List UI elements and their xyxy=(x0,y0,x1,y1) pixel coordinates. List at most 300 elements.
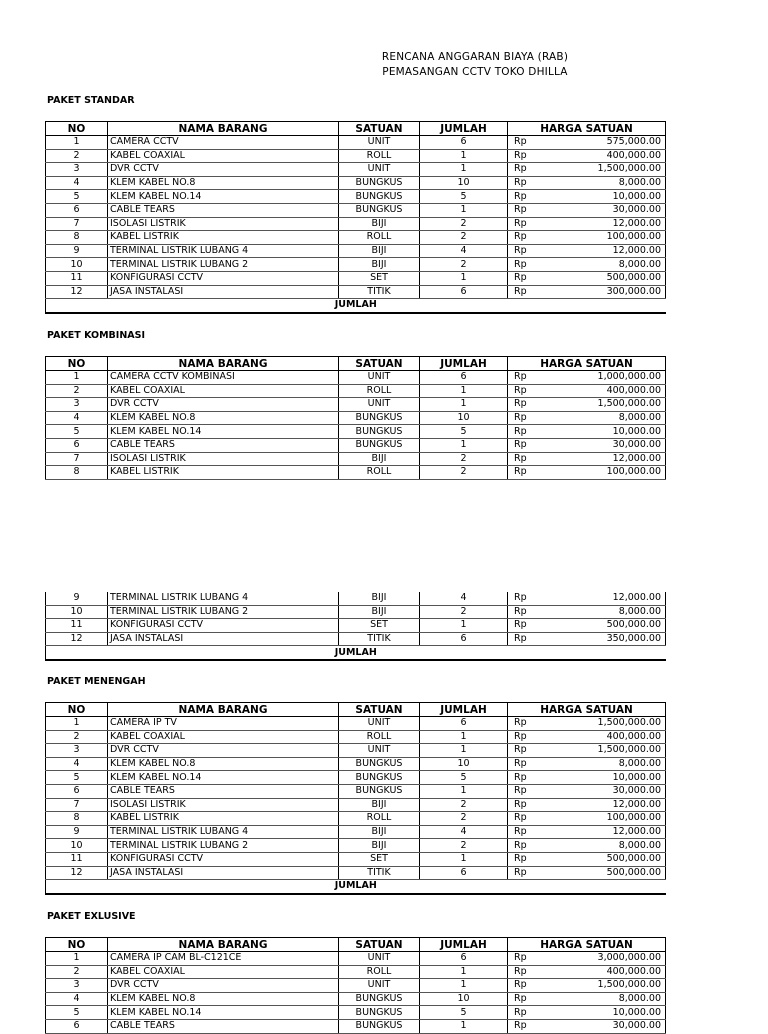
item-unit-price: 400,000.00 xyxy=(538,384,666,398)
item-quantity: 1 xyxy=(420,744,508,758)
item-quantity: 5 xyxy=(420,1006,508,1020)
budget-table xyxy=(45,356,666,480)
item-unit: BIJI xyxy=(339,839,420,853)
currency-label: Rp xyxy=(508,203,538,217)
item-quantity: 10 xyxy=(420,411,508,425)
item-number: 11 xyxy=(46,619,108,633)
item-unit: ROLL xyxy=(339,730,420,744)
item-quantity: 2 xyxy=(420,798,508,812)
total-row xyxy=(46,299,666,313)
currency-label: Rp xyxy=(508,258,538,272)
item-unit: BIJI xyxy=(339,452,420,466)
currency-label: Rp xyxy=(508,866,538,880)
item-name: KONFIGURASI CCTV xyxy=(108,271,339,285)
currency-label: Rp xyxy=(508,136,538,150)
item-unit: BUNGKUS xyxy=(339,190,420,204)
currency-label: Rp xyxy=(508,992,538,1006)
item-quantity: 4 xyxy=(420,244,508,258)
item-quantity: 2 xyxy=(420,452,508,466)
header-jumlah: JUMLAH xyxy=(420,357,508,371)
item-unit: UNIT xyxy=(339,979,420,993)
table-row xyxy=(46,149,666,163)
item-quantity: 6 xyxy=(420,285,508,299)
item-unit-price: 12,000.00 xyxy=(538,452,666,466)
header-nama-barang: NAMA BARANG xyxy=(108,122,339,136)
budget-table xyxy=(45,121,666,314)
currency-label: Rp xyxy=(508,231,538,245)
item-name: CAMERA IP TV xyxy=(108,717,339,731)
total-label: JUMLAH xyxy=(46,880,666,894)
item-name: CABLE TEARS xyxy=(108,1019,339,1033)
table-row xyxy=(46,979,666,993)
item-unit-price: 10,000.00 xyxy=(538,1006,666,1020)
currency-label: Rp xyxy=(508,398,538,412)
item-quantity: 1 xyxy=(420,1019,508,1033)
item-quantity: 2 xyxy=(420,812,508,826)
item-unit: BIJI xyxy=(339,798,420,812)
item-name: TERMINAL LISTRIK LUBANG 2 xyxy=(108,258,339,272)
item-unit: TITIK xyxy=(339,285,420,299)
table-header-row xyxy=(46,357,666,371)
item-number: 1 xyxy=(46,136,108,150)
table-row xyxy=(46,203,666,217)
item-unit: BUNGKUS xyxy=(339,425,420,439)
item-number: 10 xyxy=(46,605,108,619)
item-number: 9 xyxy=(46,825,108,839)
item-number: 2 xyxy=(46,965,108,979)
item-name: KABEL LISTRIK xyxy=(108,231,339,245)
item-quantity: 1 xyxy=(420,979,508,993)
header-harga-satuan: HARGA SATUAN xyxy=(508,357,666,371)
item-number: 9 xyxy=(46,244,108,258)
item-unit: UNIT xyxy=(339,398,420,412)
table-row xyxy=(46,398,666,412)
item-name: DVR CCTV xyxy=(108,163,339,177)
table-row xyxy=(46,605,666,619)
item-number: 8 xyxy=(46,466,108,480)
item-number: 5 xyxy=(46,190,108,204)
item-quantity: 4 xyxy=(420,592,508,605)
item-name: KLEM KABEL NO.8 xyxy=(108,411,339,425)
table-row xyxy=(46,285,666,299)
item-unit: ROLL xyxy=(339,149,420,163)
item-name: ISOLASI LISTRIK xyxy=(108,452,339,466)
item-quantity: 2 xyxy=(420,217,508,231)
item-name: KONFIGURASI CCTV xyxy=(108,852,339,866)
document-title-line2: PEMASANGAN CCTV TOKO DHILLA xyxy=(382,66,568,78)
table-header-row xyxy=(46,703,666,717)
item-quantity: 1 xyxy=(420,438,508,452)
item-quantity: 2 xyxy=(420,258,508,272)
item-quantity: 5 xyxy=(420,425,508,439)
header-nama-barang: NAMA BARANG xyxy=(108,703,339,717)
item-unit-price: 8,000.00 xyxy=(538,757,666,771)
item-unit: ROLL xyxy=(339,231,420,245)
item-name: KABEL LISTRIK xyxy=(108,466,339,480)
item-quantity: 2 xyxy=(420,466,508,480)
item-number: 5 xyxy=(46,425,108,439)
item-quantity: 10 xyxy=(420,757,508,771)
item-unit-price: 1,000,000.00 xyxy=(538,371,666,385)
header-harga-satuan: HARGA SATUAN xyxy=(508,938,666,952)
total-label: JUMLAH xyxy=(46,646,666,660)
item-unit-price: 575,000.00 xyxy=(538,136,666,150)
item-number: 4 xyxy=(46,411,108,425)
item-number: 2 xyxy=(46,730,108,744)
item-number: 1 xyxy=(46,371,108,385)
item-unit-price: 3,000,000.00 xyxy=(538,952,666,966)
item-name: KLEM KABEL NO.14 xyxy=(108,771,339,785)
item-unit: BUNGKUS xyxy=(339,411,420,425)
budget-table xyxy=(45,937,666,1034)
item-unit-price: 300,000.00 xyxy=(538,285,666,299)
table-row xyxy=(46,176,666,190)
item-name: ISOLASI LISTRIK xyxy=(108,798,339,812)
item-quantity: 1 xyxy=(420,398,508,412)
table-row xyxy=(46,163,666,177)
item-unit: BUNGKUS xyxy=(339,438,420,452)
table-row xyxy=(46,965,666,979)
item-quantity: 1 xyxy=(420,384,508,398)
header-satuan: SATUAN xyxy=(339,357,420,371)
item-unit: BUNGKUS xyxy=(339,992,420,1006)
item-number: 5 xyxy=(46,1006,108,1020)
currency-label: Rp xyxy=(508,244,538,258)
item-name: TERMINAL LISTRIK LUBANG 2 xyxy=(108,839,339,853)
item-unit: UNIT xyxy=(339,163,420,177)
currency-label: Rp xyxy=(508,411,538,425)
table-row xyxy=(46,1019,666,1033)
item-number: 11 xyxy=(46,852,108,866)
header-jumlah: JUMLAH xyxy=(420,703,508,717)
item-number: 5 xyxy=(46,771,108,785)
item-unit: BUNGKUS xyxy=(339,176,420,190)
item-unit: ROLL xyxy=(339,812,420,826)
item-unit-price: 100,000.00 xyxy=(538,812,666,826)
item-number: 6 xyxy=(46,784,108,798)
table-row xyxy=(46,592,666,605)
total-label: JUMLAH xyxy=(46,299,666,313)
currency-label: Rp xyxy=(508,163,538,177)
item-number: 6 xyxy=(46,203,108,217)
table-row xyxy=(46,231,666,245)
item-number: 10 xyxy=(46,258,108,272)
header-jumlah: JUMLAH xyxy=(420,938,508,952)
item-unit: BIJI xyxy=(339,244,420,258)
item-quantity: 1 xyxy=(420,730,508,744)
table-row xyxy=(46,136,666,150)
table-row xyxy=(46,866,666,880)
table-row xyxy=(46,466,666,480)
header-no: NO xyxy=(46,357,108,371)
item-name: CABLE TEARS xyxy=(108,784,339,798)
table-header-row xyxy=(46,938,666,952)
item-name: KABEL COAXIAL xyxy=(108,730,339,744)
item-name: DVR CCTV xyxy=(108,398,339,412)
header-nama-barang: NAMA BARANG xyxy=(108,938,339,952)
item-unit-price: 12,000.00 xyxy=(538,217,666,231)
item-quantity: 6 xyxy=(420,632,508,646)
header-satuan: SATUAN xyxy=(339,938,420,952)
currency-label: Rp xyxy=(508,632,538,646)
item-name: JASA INSTALASI xyxy=(108,632,339,646)
item-unit: BUNGKUS xyxy=(339,771,420,785)
item-unit-price: 350,000.00 xyxy=(538,632,666,646)
table-row xyxy=(46,812,666,826)
currency-label: Rp xyxy=(508,730,538,744)
item-number: 8 xyxy=(46,812,108,826)
item-name: KLEM KABEL NO.8 xyxy=(108,992,339,1006)
total-row xyxy=(46,880,666,894)
item-quantity: 1 xyxy=(420,163,508,177)
item-name: ISOLASI LISTRIK xyxy=(108,217,339,231)
item-name: KLEM KABEL NO.14 xyxy=(108,1006,339,1020)
currency-label: Rp xyxy=(508,438,538,452)
item-quantity: 4 xyxy=(420,825,508,839)
section-title: PAKET EXLUSIVE xyxy=(47,911,136,922)
table-row xyxy=(46,730,666,744)
item-unit-price: 400,000.00 xyxy=(538,149,666,163)
currency-label: Rp xyxy=(508,952,538,966)
item-name: CAMERA CCTV xyxy=(108,136,339,150)
currency-label: Rp xyxy=(508,425,538,439)
currency-label: Rp xyxy=(508,605,538,619)
item-unit: BIJI xyxy=(339,605,420,619)
header-jumlah: JUMLAH xyxy=(420,122,508,136)
item-number: 11 xyxy=(46,271,108,285)
item-number: 2 xyxy=(46,149,108,163)
item-unit-price: 1,500,000.00 xyxy=(538,398,666,412)
item-unit: BIJI xyxy=(339,217,420,231)
currency-label: Rp xyxy=(508,176,538,190)
table-row xyxy=(46,798,666,812)
item-unit: UNIT xyxy=(339,952,420,966)
currency-label: Rp xyxy=(508,965,538,979)
item-unit: BUNGKUS xyxy=(339,757,420,771)
currency-label: Rp xyxy=(508,798,538,812)
item-name: JASA INSTALASI xyxy=(108,866,339,880)
item-unit: ROLL xyxy=(339,384,420,398)
item-unit-price: 400,000.00 xyxy=(538,965,666,979)
item-quantity: 10 xyxy=(420,992,508,1006)
item-quantity: 1 xyxy=(420,203,508,217)
item-name: TERMINAL LISTRIK LUBANG 2 xyxy=(108,605,339,619)
section-title: PAKET KOMBINASI xyxy=(47,330,146,341)
item-unit-price: 1,500,000.00 xyxy=(538,717,666,731)
item-quantity: 1 xyxy=(420,619,508,633)
table-row xyxy=(46,217,666,231)
table-row xyxy=(46,784,666,798)
item-quantity: 1 xyxy=(420,852,508,866)
item-unit: ROLL xyxy=(339,466,420,480)
item-name: KLEM KABEL NO.8 xyxy=(108,757,339,771)
item-name: KABEL LISTRIK xyxy=(108,812,339,826)
header-nama-barang: NAMA BARANG xyxy=(108,357,339,371)
currency-label: Rp xyxy=(508,717,538,731)
item-name: CABLE TEARS xyxy=(108,438,339,452)
item-unit-price: 500,000.00 xyxy=(538,619,666,633)
item-unit-price: 8,000.00 xyxy=(538,411,666,425)
item-name: TERMINAL LISTRIK LUBANG 4 xyxy=(108,825,339,839)
item-unit: BUNGKUS xyxy=(339,784,420,798)
item-number: 3 xyxy=(46,979,108,993)
budget-table xyxy=(45,702,666,895)
document-title-line1: RENCANA ANGGARAN BIAYA (RAB) xyxy=(381,51,569,63)
item-unit-price: 1,500,000.00 xyxy=(538,979,666,993)
item-unit: UNIT xyxy=(339,744,420,758)
table-row xyxy=(46,425,666,439)
item-number: 9 xyxy=(46,592,108,605)
table-row xyxy=(46,411,666,425)
item-name: TERMINAL LISTRIK LUBANG 4 xyxy=(108,244,339,258)
item-name: KABEL COAXIAL xyxy=(108,965,339,979)
item-name: JASA INSTALASI xyxy=(108,285,339,299)
item-number: 4 xyxy=(46,992,108,1006)
item-unit-price: 8,000.00 xyxy=(538,839,666,853)
currency-label: Rp xyxy=(508,285,538,299)
item-unit: UNIT xyxy=(339,371,420,385)
currency-label: Rp xyxy=(508,825,538,839)
table-row xyxy=(46,952,666,966)
table-header-row xyxy=(46,122,666,136)
item-unit-price: 100,000.00 xyxy=(538,466,666,480)
item-quantity: 2 xyxy=(420,839,508,853)
item-name: CABLE TEARS xyxy=(108,203,339,217)
currency-label: Rp xyxy=(508,217,538,231)
item-unit: UNIT xyxy=(339,717,420,731)
item-quantity: 2 xyxy=(420,231,508,245)
item-unit: SET xyxy=(339,619,420,633)
item-quantity: 6 xyxy=(420,952,508,966)
item-unit-price: 1,500,000.00 xyxy=(538,744,666,758)
header-harga-satuan: HARGA SATUAN xyxy=(508,122,666,136)
currency-label: Rp xyxy=(508,1019,538,1033)
currency-label: Rp xyxy=(508,771,538,785)
item-number: 3 xyxy=(46,398,108,412)
item-quantity: 1 xyxy=(420,784,508,798)
table-row xyxy=(46,1006,666,1020)
item-number: 8 xyxy=(46,231,108,245)
item-name: CAMERA CCTV KOMBINASI xyxy=(108,371,339,385)
item-name: DVR CCTV xyxy=(108,744,339,758)
item-quantity: 6 xyxy=(420,866,508,880)
item-unit-price: 500,000.00 xyxy=(538,866,666,880)
item-name: KLEM KABEL NO.14 xyxy=(108,190,339,204)
item-unit: BIJI xyxy=(339,592,420,605)
item-unit-price: 1,500,000.00 xyxy=(538,163,666,177)
item-unit-price: 500,000.00 xyxy=(538,852,666,866)
item-number: 6 xyxy=(46,1019,108,1033)
item-number: 7 xyxy=(46,217,108,231)
currency-label: Rp xyxy=(508,190,538,204)
item-unit: BUNGKUS xyxy=(339,1006,420,1020)
item-quantity: 6 xyxy=(420,371,508,385)
currency-label: Rp xyxy=(508,452,538,466)
item-number: 3 xyxy=(46,744,108,758)
table-row xyxy=(46,258,666,272)
header-satuan: SATUAN xyxy=(339,703,420,717)
item-number: 7 xyxy=(46,452,108,466)
item-number: 12 xyxy=(46,285,108,299)
item-name: KABEL COAXIAL xyxy=(108,149,339,163)
item-unit-price: 100,000.00 xyxy=(538,231,666,245)
item-unit-price: 8,000.00 xyxy=(538,992,666,1006)
item-unit-price: 8,000.00 xyxy=(538,176,666,190)
currency-label: Rp xyxy=(508,784,538,798)
header-no: NO xyxy=(46,122,108,136)
header-no: NO xyxy=(46,703,108,717)
total-row xyxy=(46,646,666,660)
item-unit-price: 12,000.00 xyxy=(538,825,666,839)
item-unit-price: 12,000.00 xyxy=(538,798,666,812)
item-quantity: 6 xyxy=(420,717,508,731)
item-quantity: 1 xyxy=(420,271,508,285)
table-row xyxy=(46,757,666,771)
item-quantity: 2 xyxy=(420,605,508,619)
currency-label: Rp xyxy=(508,979,538,993)
currency-label: Rp xyxy=(508,1006,538,1020)
item-unit-price: 10,000.00 xyxy=(538,425,666,439)
item-unit-price: 8,000.00 xyxy=(538,605,666,619)
item-unit: SET xyxy=(339,271,420,285)
item-number: 4 xyxy=(46,757,108,771)
section-title: PAKET MENENGAH xyxy=(47,676,146,687)
item-unit-price: 500,000.00 xyxy=(538,271,666,285)
header-no: NO xyxy=(46,938,108,952)
item-unit: UNIT xyxy=(339,136,420,150)
table-row xyxy=(46,190,666,204)
currency-label: Rp xyxy=(508,619,538,633)
table-row xyxy=(46,852,666,866)
currency-label: Rp xyxy=(508,371,538,385)
item-name: TERMINAL LISTRIK LUBANG 4 xyxy=(108,592,339,605)
item-unit: TITIK xyxy=(339,866,420,880)
currency-label: Rp xyxy=(508,384,538,398)
table-row xyxy=(46,384,666,398)
item-name: KLEM KABEL NO.8 xyxy=(108,176,339,190)
item-unit: BIJI xyxy=(339,258,420,272)
item-unit-price: 30,000.00 xyxy=(538,1019,666,1033)
item-unit: BIJI xyxy=(339,825,420,839)
table-row xyxy=(46,771,666,785)
item-number: 12 xyxy=(46,866,108,880)
item-quantity: 6 xyxy=(420,136,508,150)
section-title: PAKET STANDAR xyxy=(47,95,135,106)
table-row xyxy=(46,632,666,646)
item-quantity: 10 xyxy=(420,176,508,190)
table-row xyxy=(46,371,666,385)
item-unit-price: 10,000.00 xyxy=(538,190,666,204)
table-row xyxy=(46,717,666,731)
item-number: 6 xyxy=(46,438,108,452)
item-unit-price: 10,000.00 xyxy=(538,771,666,785)
item-unit: BUNGKUS xyxy=(339,203,420,217)
item-quantity: 1 xyxy=(420,149,508,163)
currency-label: Rp xyxy=(508,592,538,605)
item-unit: TITIK xyxy=(339,632,420,646)
item-unit: SET xyxy=(339,852,420,866)
item-quantity: 5 xyxy=(420,771,508,785)
currency-label: Rp xyxy=(508,839,538,853)
item-unit: ROLL xyxy=(339,965,420,979)
item-number: 4 xyxy=(46,176,108,190)
item-name: CAMERA IP CAM BL-C121CE xyxy=(108,952,339,966)
header-harga-satuan: HARGA SATUAN xyxy=(508,703,666,717)
table-row xyxy=(46,271,666,285)
currency-label: Rp xyxy=(508,271,538,285)
item-name: KABEL COAXIAL xyxy=(108,384,339,398)
header-satuan: SATUAN xyxy=(339,122,420,136)
